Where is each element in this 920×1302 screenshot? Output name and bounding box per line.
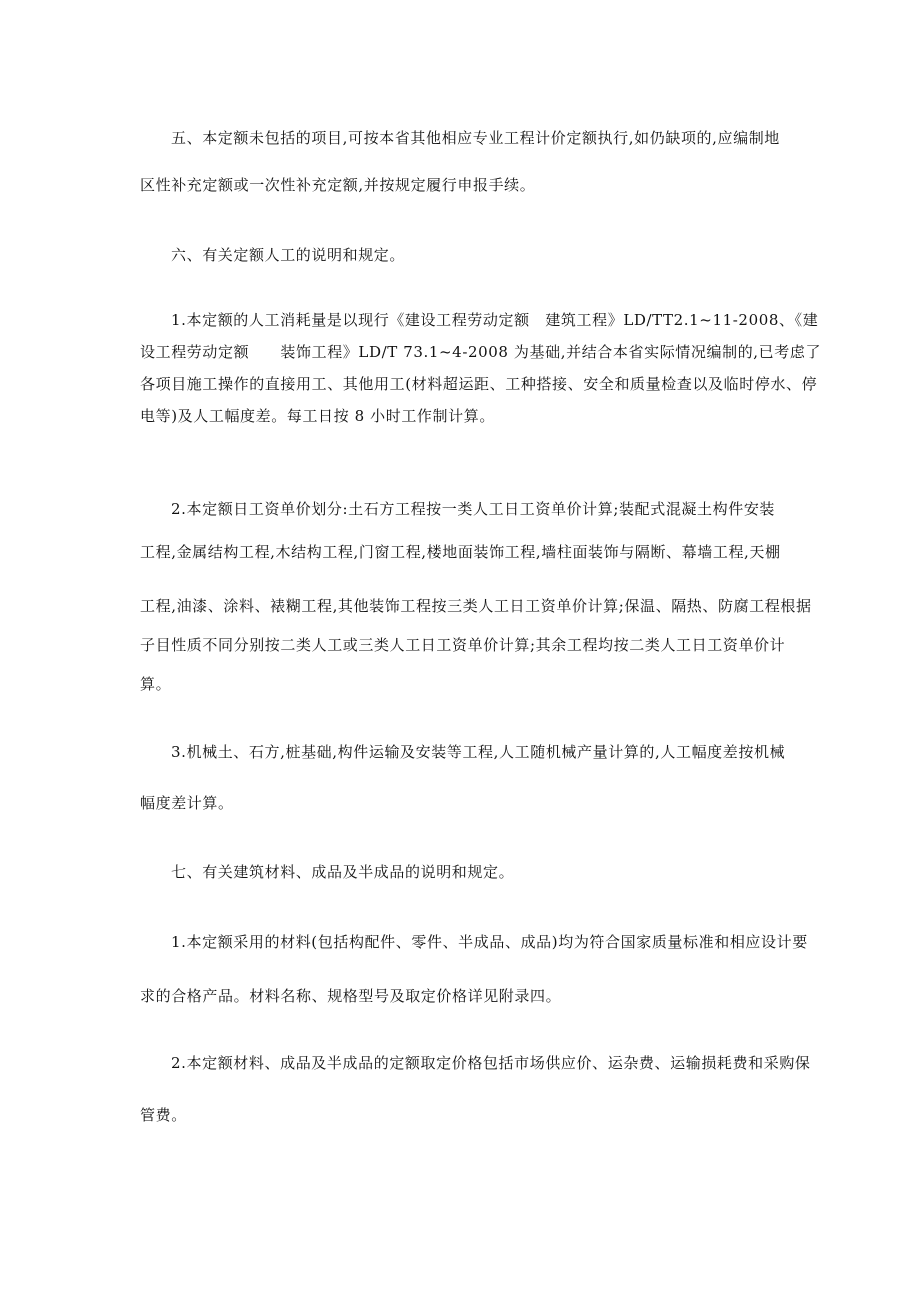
text-line: 管费。 <box>140 1106 187 1124</box>
section-heading: 六、有关定额人工的说明和规定。 <box>171 246 406 264</box>
text-line: 区性补充定额或一次性补充定额,并按规定履行申报手续。 <box>140 176 536 194</box>
text-line: 2.本定额材料、成品及半成品的定额取定价格包括市场供应价、运杂费、运输损耗费和采购保 <box>171 1054 811 1072</box>
text-line: 子目性质不同分别按二类人工或三类人工日工资单价计算;其余工程均按二类人工日工资单价计 <box>140 636 786 654</box>
text-line: 工程,金属结构工程,木结构工程,门窗工程,楼地面装饰工程,墙柱面装饰与隔断、幕墙工程,天棚 <box>140 543 781 561</box>
text-line: 2.本定额日工资单价划分:土石方工程按一类人工日工资单价计算;装配式混凝土构件安装 <box>171 500 776 518</box>
text-line: 3.机械土、石方,桩基础,构件运输及安装等工程,人工随机械产量计算的,人工幅度差按机械 <box>171 743 786 761</box>
text-line: 求的合格产品。材料名称、规格型号及取定价格详见附录四。 <box>140 987 562 1005</box>
text-line: 算。 <box>140 675 172 693</box>
text-line: 各项目施工操作的直接用工、其他用工(材料超运距、工种搭接、安全和质量检查以及临时停水、停 <box>140 375 818 393</box>
text-line: 幅度差计算。 <box>140 794 234 812</box>
text-line: 设工程劳动定额 装饰工程》LD/T 73.1~4-2008 为基础,并结合本省实际情况编制的,已考虑了 <box>140 343 822 361</box>
text-line: 电等)及人工幅度差。每工日按 8 小时工作制计算。 <box>140 407 495 425</box>
text-line: 工程,油漆、涂料、裱糊工程,其他装饰工程按三类人工日工资单价计算;保温、隔热、防腐工程根据 <box>140 597 812 615</box>
text-line: 1.本定额采用的材料(包括构配件、零件、半成品、成品)均为符合国家质量标准和相应设计要 <box>171 933 808 951</box>
text-line: 五、本定额未包括的项目,可按本省其他相应专业工程计价定额执行,如仍缺项的,应编制地 <box>171 129 780 147</box>
text-line: 1.本定额的人工消耗量是以现行《建设工程劳动定额 建筑工程》LD/TT2.1~11-2008、《建 <box>171 311 819 329</box>
section-heading: 七、有关建筑材料、成品及半成品的说明和规定。 <box>171 863 515 881</box>
